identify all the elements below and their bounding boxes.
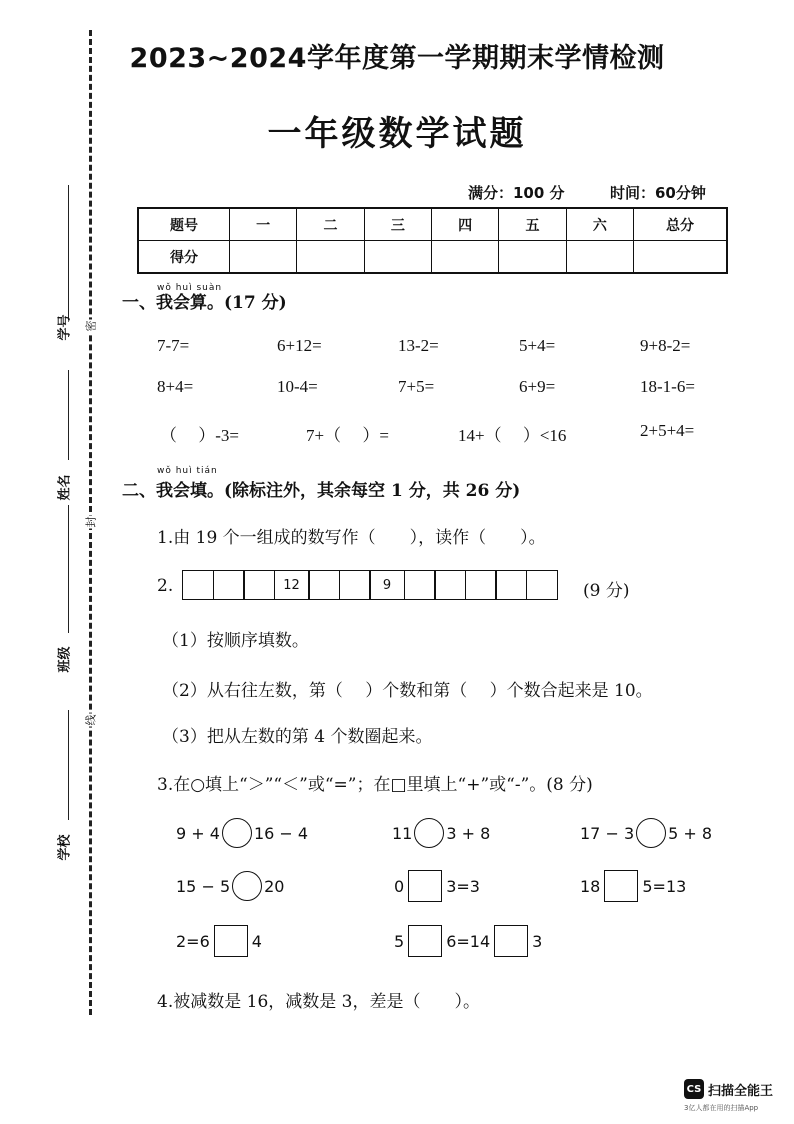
name-label: 姓名: [57, 474, 73, 501]
operator-right: 4: [251, 931, 262, 951]
compare-circle[interactable]: [414, 818, 444, 848]
calc-item[interactable]: 8+4=: [157, 377, 194, 396]
exam-title: 2023~2024学年度第一学期期末学情检测: [129, 43, 665, 74]
number-cell[interactable]: [339, 570, 371, 600]
compare-circle[interactable]: [232, 871, 262, 901]
number-cell[interactable]: [308, 570, 340, 600]
operator-left: 0: [394, 876, 405, 896]
number-cell[interactable]: [465, 570, 497, 600]
operator-item: [580, 870, 686, 902]
question-4: 4.被减数是 16，减数是 3，差是（ ）。: [157, 992, 480, 1012]
table-cell: 二: [297, 208, 364, 241]
name-line-top: [68, 370, 69, 460]
calc-item[interactable]: 7+5=: [398, 377, 435, 396]
question-2-score: (9 分): [583, 581, 630, 601]
calc-item[interactable]: 18-1-6=: [640, 377, 695, 396]
table-cell: 得分: [138, 241, 230, 274]
compare-right: 16 − 4: [253, 823, 309, 843]
question-2-sub2: （2）从右往左数，第（ ）个数和第（ ）个数合起来是 10。: [162, 681, 653, 701]
score-input-cell[interactable]: [230, 241, 297, 274]
number-cell[interactable]: [526, 570, 558, 600]
compare-left: 11: [392, 823, 413, 843]
cs-logo-icon: CS: [684, 1079, 704, 1099]
calc-item[interactable]: 2+5+4=: [640, 421, 695, 440]
compare-circle[interactable]: [222, 818, 252, 848]
question-2-sub3: （3）把从左数的第 4 个数圈起来。: [162, 727, 433, 747]
number-cell[interactable]: [213, 570, 245, 600]
number-cell: 9: [369, 570, 405, 600]
score-input-cell[interactable]: [566, 241, 633, 274]
calc-item[interactable]: 7+（ ）=: [306, 426, 389, 445]
compare-item: [176, 818, 308, 848]
student-no-label: 学号: [57, 314, 73, 341]
question-2-sub1: （1）按顺序填数。: [162, 631, 309, 651]
score-table-header-row: [138, 208, 727, 241]
calc-item[interactable]: 10-4=: [277, 377, 318, 396]
exam-time: 时间：60分钟: [610, 184, 706, 202]
seal-char-xian: 线: [84, 714, 98, 726]
calc-item[interactable]: 5+4=: [519, 336, 556, 355]
operator-box[interactable]: [214, 925, 248, 957]
class-label: 班级: [57, 646, 73, 673]
compare-left: 15 − 5: [176, 876, 231, 896]
operator-box[interactable]: [494, 925, 528, 957]
calc-item[interactable]: 7-7=: [157, 336, 190, 355]
operator-item: [176, 925, 262, 957]
score-input-cell[interactable]: [364, 241, 431, 274]
question-2-label: 2.: [157, 576, 174, 596]
table-cell: 三: [364, 208, 431, 241]
number-cell: 12: [274, 570, 310, 600]
table-cell: 六: [566, 208, 633, 241]
score-table-score-row: [138, 241, 727, 274]
operator-middle: 6=14: [446, 931, 491, 951]
score-input-cell[interactable]: [499, 241, 566, 274]
compare-right: 20: [264, 876, 285, 896]
operator-left: 18: [580, 876, 601, 896]
score-input-cell[interactable]: [297, 241, 364, 274]
number-cell[interactable]: [182, 570, 214, 600]
number-sequence-row: [182, 570, 558, 600]
section1-title: 一、我会算。(17 分): [122, 293, 287, 313]
operator-right: 3=3: [446, 876, 480, 896]
calc-item[interactable]: 14+（ ）<16: [458, 426, 567, 445]
student-no-line: [68, 185, 69, 320]
scanner-logo: [684, 1079, 773, 1099]
operator-item: [394, 925, 542, 957]
calc-item[interactable]: 13-2=: [398, 336, 439, 355]
question-1: 1.由 19 个一组成的数写作（ ），读作（ ）。: [157, 528, 546, 548]
compare-right: 5 + 8: [668, 823, 713, 843]
score-input-cell[interactable]: [431, 241, 498, 274]
compare-left: 9 + 4: [176, 823, 220, 843]
school-label: 学校: [57, 834, 73, 861]
calc-item[interactable]: （ ）-3=: [160, 426, 239, 445]
table-cell: 四: [431, 208, 498, 241]
seal-char-mi: 密: [84, 320, 98, 332]
table-cell: 总分: [634, 208, 728, 241]
compare-item: [176, 871, 284, 901]
operator-box[interactable]: [604, 870, 638, 902]
operator-box[interactable]: [408, 925, 442, 957]
number-cell[interactable]: [434, 570, 466, 600]
question-3: 3.在○填上“＞”“＜”或“=”；在□里填上“+”或“-”。(8 分): [157, 775, 593, 795]
exam-subtitle: 一年级数学试题: [267, 114, 527, 154]
operator-right: 5=13: [642, 876, 687, 896]
operator-box[interactable]: [408, 870, 442, 902]
calc-item[interactable]: 6+9=: [519, 377, 556, 396]
section1-pinyin: wǒ huì suàn: [157, 283, 223, 293]
operator-left: 2=6: [176, 931, 210, 951]
seal-char-feng: 封: [84, 516, 98, 528]
table-cell: 题号: [138, 208, 230, 241]
scanner-app-name: 扫描全能王: [708, 1083, 774, 1099]
compare-right: 3 + 8: [446, 823, 491, 843]
compare-circle[interactable]: [636, 818, 666, 848]
calc-item[interactable]: 6+12=: [277, 336, 322, 355]
scanner-tagline: 3亿人都在用的扫描App: [684, 1104, 759, 1112]
compare-item: [580, 818, 712, 848]
name-line: [68, 505, 69, 633]
operator-right: 3: [532, 931, 543, 951]
section2-pinyin: wǒ huì tián: [157, 466, 218, 476]
score-input-cell[interactable]: [634, 241, 728, 274]
score-table: [137, 207, 728, 274]
number-cell[interactable]: [495, 570, 527, 600]
section2-title: 二、我会填。(除标注外，其余每空 1 分，共 26 分): [122, 481, 521, 501]
class-line: [68, 710, 69, 820]
table-cell: 一: [230, 208, 297, 241]
operator-item: [394, 870, 480, 902]
full-score: 满分：100 分: [468, 184, 565, 202]
table-cell: 五: [499, 208, 566, 241]
compare-item: [392, 818, 490, 848]
number-cell[interactable]: [404, 570, 436, 600]
number-cell[interactable]: [243, 570, 275, 600]
operator-left: 5: [394, 931, 405, 951]
compare-left: 17 − 3: [580, 823, 635, 843]
calc-item[interactable]: 9+8-2=: [640, 336, 691, 355]
